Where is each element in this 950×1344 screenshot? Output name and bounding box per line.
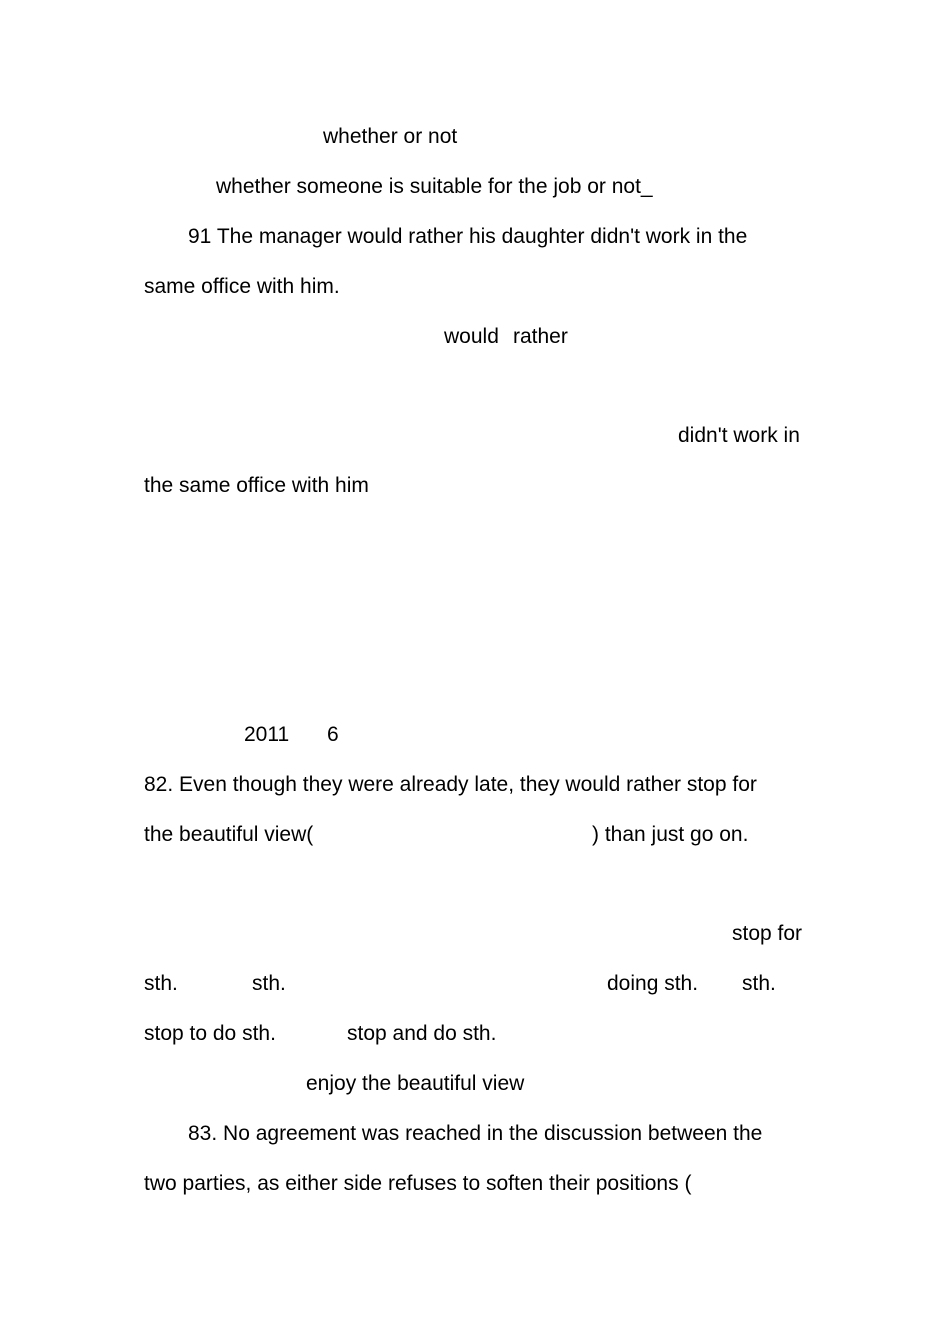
text-fragment: didn't work in: [678, 424, 800, 447]
text-line: two parties, as either side refuses to soften their positions (: [144, 1172, 692, 1195]
text-line: same office with him.: [144, 275, 340, 298]
text-fragment: the beautiful view(: [144, 823, 314, 846]
text-fragment: rather: [513, 325, 568, 348]
text-line: whether or not: [323, 125, 458, 148]
text-fragment: sth.: [252, 972, 286, 995]
text-line: 82. Even though they were already late, they would rather stop for: [144, 773, 757, 796]
text-fragment: stop and do sth.: [347, 1022, 497, 1045]
text-fragment: stop for: [732, 922, 803, 945]
text-fragment: stop to do sth.: [144, 1022, 276, 1045]
text-line: the same office with him: [144, 474, 369, 497]
text-line: 83. No agreement was reached in the discussion between the: [188, 1122, 763, 1145]
text-fragment: ) than just go on.: [592, 823, 749, 846]
text-line: enjoy the beautiful view: [306, 1072, 525, 1095]
text-fragment: sth.: [742, 972, 776, 995]
text-fragment: sth.: [144, 972, 178, 995]
text-fragment: would: [444, 325, 499, 348]
text-fragment: 2011: [244, 723, 290, 746]
text-line: whether someone is suitable for the job or not_: [216, 175, 653, 198]
text-line: 91 The manager would rather his daughter didn't work in the: [188, 225, 748, 248]
text-fragment: 6: [327, 723, 339, 746]
text-fragment: doing sth.: [607, 972, 699, 995]
